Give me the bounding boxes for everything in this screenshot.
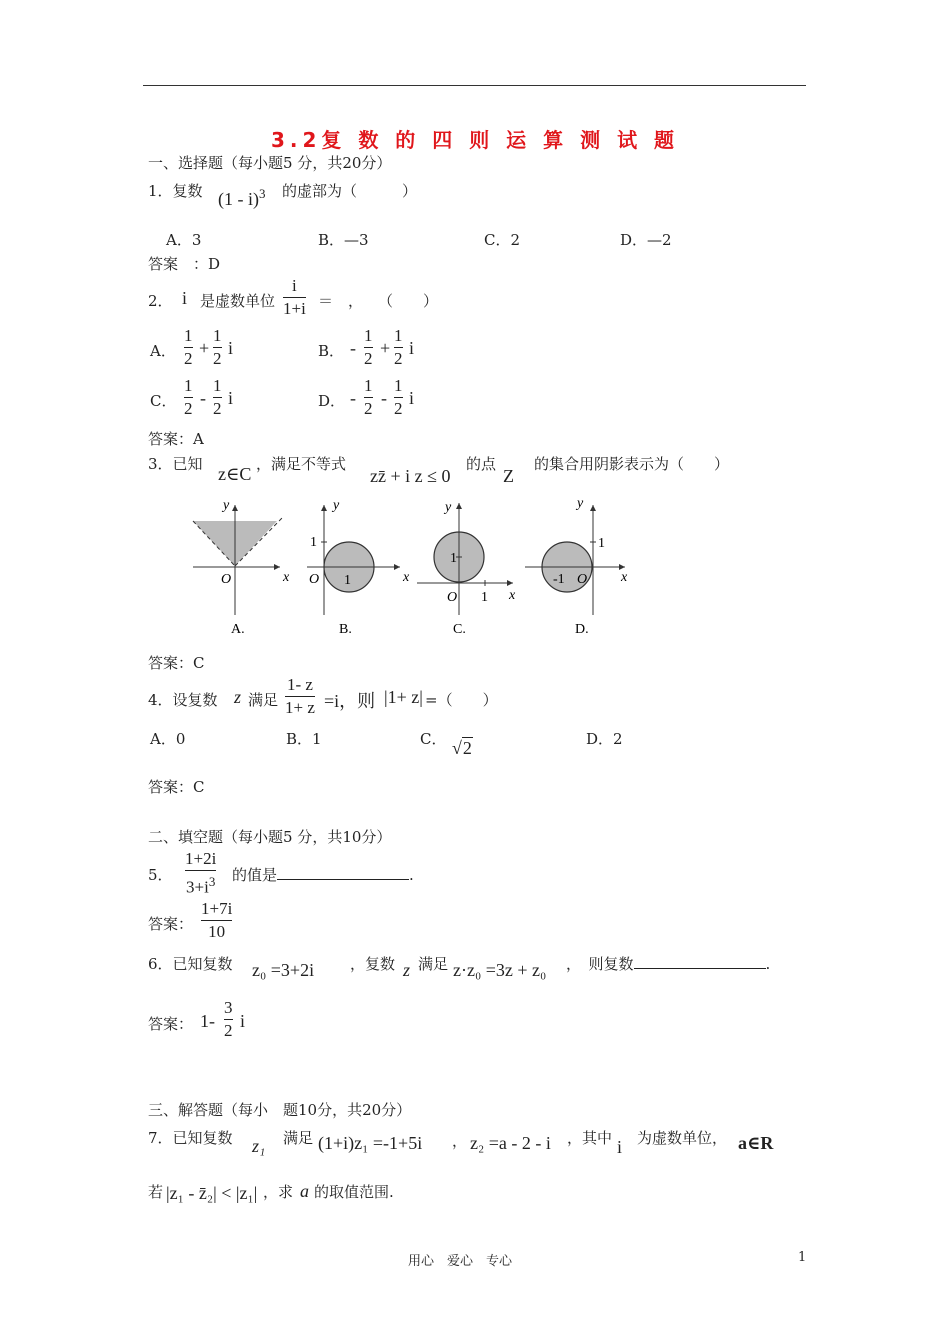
q5-ans-den: 10	[208, 922, 226, 941]
q4-frac-num: 1- z	[286, 675, 313, 694]
q2-d-i: i	[409, 388, 415, 408]
axis-x-label: x	[509, 588, 516, 603]
q6-z0: z₀ =3+2i	[252, 960, 315, 980]
q5-number: 5．	[148, 866, 173, 884]
frac-num: 1	[364, 376, 373, 395]
q6-answer-blank[interactable]	[634, 968, 766, 969]
q2-d-frac2	[394, 376, 403, 419]
q6-stem1: ，复数	[350, 955, 396, 973]
q5-den-base: 3+i	[186, 877, 209, 897]
q5-stem-text: 的值是	[232, 866, 278, 884]
q2-c-frac1	[184, 376, 193, 419]
header-rule	[143, 85, 806, 86]
page-number: 1	[798, 1250, 807, 1265]
footer-motto: 用心 爱心 专心	[408, 1254, 513, 1269]
q6-answer-fraction	[224, 998, 233, 1041]
section1-heading: 一、选择题（每小题5 分，共20分）	[148, 154, 392, 172]
q2-number: 2．	[148, 292, 173, 310]
origin-label: O	[221, 572, 232, 587]
q3-condition: z∈C	[218, 464, 252, 484]
q7-inequality: |z₁ - z̄₂| < |z₁|	[166, 1183, 258, 1203]
q2-b-frac2	[394, 326, 403, 369]
origin-label: O	[447, 590, 458, 605]
q4-sqrt-value: 2	[462, 738, 472, 758]
q2-b-i: i	[409, 338, 415, 358]
q4-option-d: D．2	[586, 730, 623, 748]
tick-label-1: 1	[344, 573, 351, 588]
q5-ans-num: 1+7i	[201, 899, 233, 918]
q2-i: i	[182, 288, 188, 308]
axis-x-label: x	[621, 570, 628, 585]
q5-stem	[232, 864, 414, 885]
q3-inequality: zz̄ + i z ≤ 0	[370, 466, 451, 486]
figure-c	[417, 500, 516, 637]
tick-label-1: 1	[450, 551, 457, 566]
q4-eq: =i，则	[324, 691, 376, 711]
frac-den: 2	[184, 399, 193, 418]
figure-label-c: C.	[453, 622, 466, 637]
q4-fraction	[285, 675, 315, 718]
q7-number: 7．已知复数	[148, 1129, 233, 1147]
frac-den: 2	[394, 349, 403, 368]
q1-stem: 的虚部为（ ）	[282, 182, 418, 200]
q2-c-minus: -	[200, 388, 206, 408]
q6-ans-pre: 1-	[200, 1011, 215, 1031]
q7-comma: ，	[452, 1132, 468, 1150]
q2-answer: 答案：A	[148, 430, 204, 448]
q6-z: z	[403, 960, 411, 980]
q2-b-minus: -	[350, 338, 356, 358]
q4-answer: 答案：C	[148, 778, 205, 796]
q5-answer-blank[interactable]	[277, 879, 409, 880]
q1-option-a: A．3	[166, 231, 202, 249]
page-title: 3.2复 数 的 四 则 运 算 测 试 题	[270, 128, 680, 152]
section3-heading: 三、解答题（每小 题10分，共20分）	[148, 1101, 412, 1119]
q2-stem2: ＝ ， （ ）	[318, 292, 439, 310]
frac-num: 1	[184, 376, 193, 395]
q3-number: 3．已知	[148, 455, 203, 473]
q1-expression	[218, 186, 265, 210]
q1-answer: 答案 ：D	[148, 255, 221, 273]
axis-y-label: y	[223, 498, 230, 513]
q2-d-minus2: -	[381, 388, 387, 408]
q6-stem3-text: ， 则复数	[566, 955, 634, 973]
q7-z1: z₁	[252, 1136, 266, 1156]
frac-den: 2	[394, 399, 403, 418]
tick-label-1: 1	[598, 536, 605, 551]
frac-den: 2	[364, 349, 373, 368]
q2-b-frac1	[364, 326, 373, 369]
tick-label-1: 1	[310, 535, 317, 550]
origin-label: O	[309, 572, 320, 587]
q4-option-b: B．1	[286, 730, 322, 748]
q2-b-plus: +	[380, 338, 391, 358]
q2-option-c-label: C．	[150, 392, 177, 410]
q7-a-in-R: a∈R	[738, 1133, 774, 1153]
q1-expr-exp: 3	[258, 186, 266, 201]
origin-label: O	[577, 572, 588, 587]
q5-fraction	[185, 849, 216, 898]
q3-stem1: ，满足不等式	[256, 455, 347, 473]
frac-num: 1	[184, 326, 193, 345]
q2-c-i: i	[228, 388, 234, 408]
q2-option-d-label: D．	[318, 392, 346, 410]
q4-stem2: =（ ）	[425, 691, 498, 709]
frac-den: 2	[364, 399, 373, 418]
q5-answer-label: 答案：	[148, 915, 194, 933]
q2-frac-num: i	[292, 276, 297, 295]
q7-i: i	[617, 1137, 623, 1157]
q3-stem3: 的集合用阴影表示为（ ）	[534, 455, 730, 473]
figure-a	[193, 498, 290, 637]
q2-fraction	[283, 276, 306, 319]
q7-stem1: 满足	[283, 1129, 314, 1147]
q2-stem1: 是虚数单位	[200, 292, 276, 310]
q3-figures	[185, 495, 645, 640]
q1-option-d: D．—2	[620, 231, 672, 249]
q5-answer-fraction	[201, 899, 232, 942]
section2-heading: 二、填空题（每小题5 分，共10分）	[148, 828, 392, 846]
q2-a-plus: +	[199, 338, 210, 358]
frac-num: 1	[394, 376, 403, 395]
q6-end: .	[765, 955, 771, 973]
axis-y-label: y	[445, 500, 452, 515]
q3-stem2: 的点	[466, 455, 497, 473]
figure-label-a: A.	[231, 622, 245, 637]
q4-option-a: A．0	[150, 730, 186, 748]
q4-stem1: 满足	[248, 691, 279, 709]
q2-a-frac2	[213, 326, 222, 369]
q1-option-c: C．2	[484, 231, 521, 249]
q6-answer-label: 答案：	[148, 1015, 194, 1033]
q2-c-frac2	[213, 376, 222, 419]
q1-number: 1．复数	[148, 182, 203, 200]
frac-den: 2	[213, 349, 222, 368]
q5-end: .	[409, 866, 414, 884]
q2-option-a-label: A．	[150, 342, 176, 360]
q7-stem2: ，其中	[567, 1129, 613, 1147]
q4-z: z	[234, 687, 242, 707]
tick-label-neg1: -1	[553, 572, 565, 587]
q4-abs-expr: |1+ z|	[384, 687, 423, 707]
figure-label-b: B.	[339, 622, 352, 637]
q2-a-frac1	[184, 326, 193, 369]
q7-line2-end: 的取值范围.	[314, 1183, 394, 1201]
q7-a: a	[300, 1181, 309, 1201]
axis-x-label: x	[283, 570, 290, 585]
q7-eq1: (1+i)z₁ =-1+5i	[318, 1133, 423, 1153]
q6-stem3	[566, 953, 770, 974]
frac-num: 1	[394, 326, 403, 345]
q5-den-exp: 3	[208, 874, 216, 889]
q6-equation: z·z₀ =3z + z₀	[453, 960, 547, 980]
q6-ans-num: 3	[224, 998, 233, 1017]
axis-y-label: y	[577, 496, 584, 511]
frac-num: 1	[364, 326, 373, 345]
frac-num: 1	[213, 376, 222, 395]
q7-eq2: z₂ =a - 2 - i	[470, 1133, 551, 1153]
q5-frac-den	[186, 872, 215, 898]
q1-option-b: B．—3	[318, 231, 369, 249]
q2-d-frac1	[364, 376, 373, 419]
figure-d	[525, 496, 628, 637]
q4-option-c: C．	[420, 730, 447, 748]
q6-ans-den: 2	[224, 1021, 233, 1040]
tick-label-1: 1	[481, 590, 488, 605]
frac-num: 1	[213, 326, 222, 345]
q6-ans-i: i	[240, 1011, 246, 1031]
q3-answer: 答案：C	[148, 654, 205, 672]
q7-line2-mid: ，求	[263, 1183, 294, 1201]
frac-den: 2	[213, 399, 222, 418]
frac-den: 2	[184, 349, 193, 368]
figure-label-d: D.	[575, 622, 589, 637]
q6-stem2: 满足	[418, 955, 449, 973]
figure-b	[307, 498, 410, 637]
q4-sqrt: √2	[452, 738, 472, 758]
q7-stem3: 为虚数单位，	[637, 1129, 728, 1147]
q2-frac-den: 1+i	[283, 299, 306, 318]
q6-number: 6．已知复数	[148, 955, 233, 973]
axis-x-label: x	[403, 570, 410, 585]
q2-d-minus: -	[350, 388, 356, 408]
q7-line2-pre: 若	[148, 1183, 164, 1201]
q3-point-z: Z	[503, 466, 514, 486]
axis-y-label: y	[333, 498, 340, 513]
q5-frac-num: 1+2i	[185, 849, 217, 868]
q2-a-i: i	[228, 338, 234, 358]
q4-number: 4．设复数	[148, 691, 218, 709]
q1-expr-base: (1 - i)	[218, 189, 259, 209]
q2-option-b-label: B．	[318, 342, 345, 360]
q4-frac-den: 1+ z	[285, 698, 315, 717]
